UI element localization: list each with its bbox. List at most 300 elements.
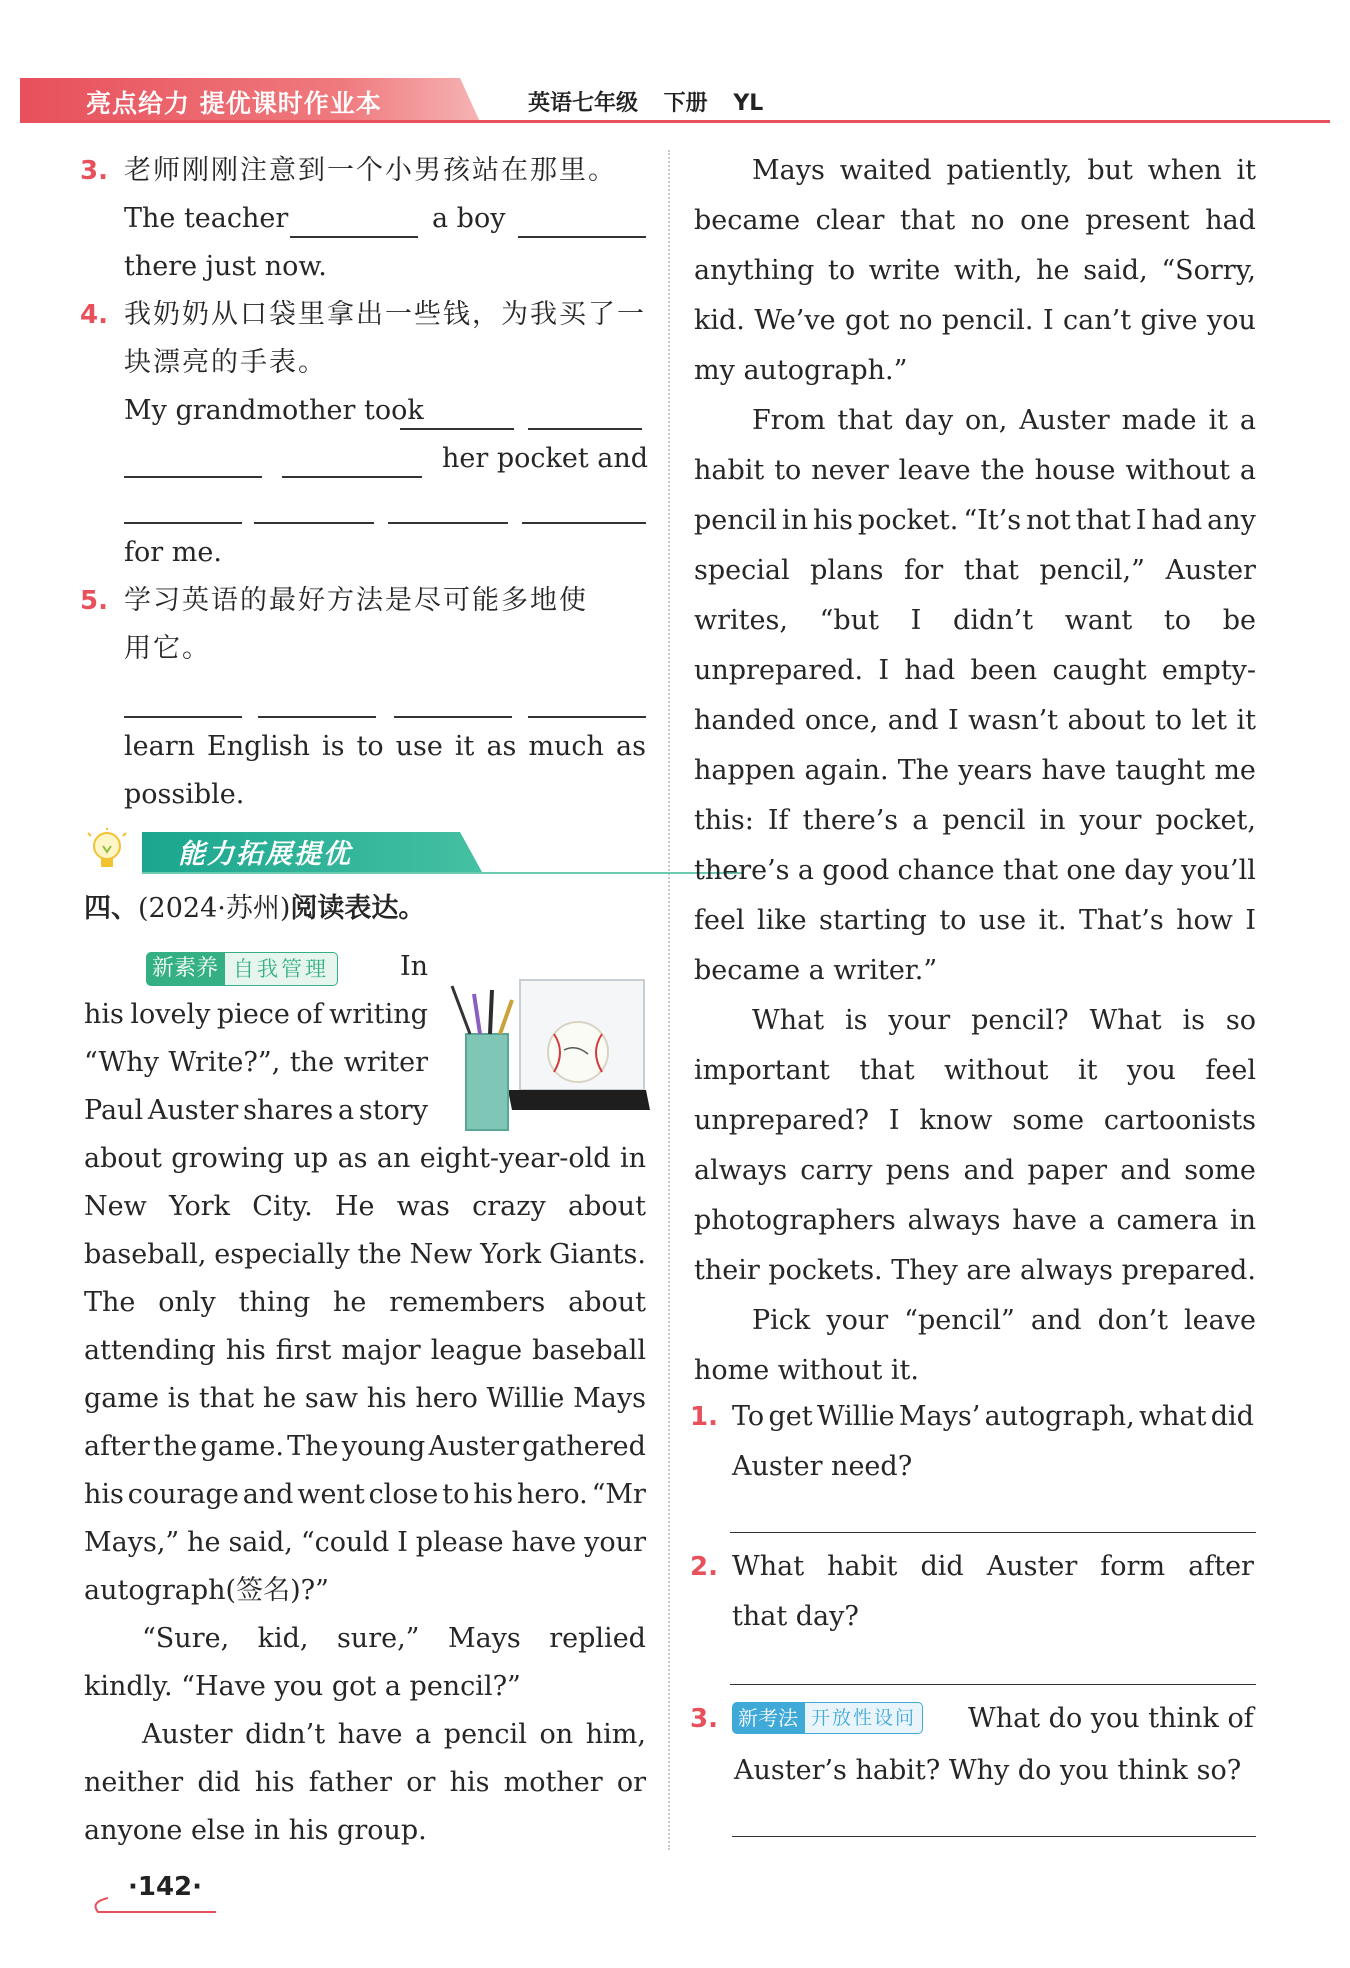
word: Auster [142,1719,233,1750]
word: up [293,1143,329,1174]
word: empty- [1161,655,1256,686]
rq1-line1 [732,1400,1254,1434]
word: habit [827,1551,898,1582]
word: “Sure, [142,1623,230,1654]
word: remembers [389,1287,546,1318]
word: City. [252,1191,313,1222]
q5-blank-1[interactable] [124,716,242,718]
word: had [904,655,956,686]
word: anything [694,255,815,286]
word: how [1176,905,1233,936]
section-number: 四、 [84,893,138,924]
word: photographers [694,1205,896,1236]
rq3-answer-line[interactable] [732,1836,1256,1837]
passage-line [694,1154,1256,1188]
passage-line [84,1094,428,1128]
word: The [84,1287,136,1318]
word: starting [819,905,927,936]
word: not [1026,505,1071,536]
word: it [1078,1055,1098,1086]
word: replied [549,1623,646,1654]
word: writing [329,999,428,1030]
word: write [868,255,941,286]
word: learn [124,731,196,762]
word: that [1075,505,1131,536]
word: about [84,1143,162,1174]
section-banner [84,828,654,874]
passage-line [142,1718,646,1752]
word: chance [897,855,995,886]
passage-line [142,1622,646,1656]
q4-blank-4[interactable] [282,476,422,478]
word: give [1140,305,1198,336]
word: to [774,455,802,486]
word: had [1151,505,1203,536]
word: always [907,1205,1001,1236]
word: years [958,755,1033,786]
word: writer [343,1047,428,1078]
word: day [904,405,954,436]
word: that [963,555,1019,586]
word: me [1214,755,1256,786]
word: present [1085,205,1190,236]
q5-number: 5. [80,586,108,616]
q3-blank-1[interactable] [290,236,418,238]
word: hero [415,1383,478,1414]
q4-blank-3[interactable] [124,476,262,478]
passage-line [84,1334,646,1368]
word: Auster [147,1095,239,1126]
word: have [1012,1205,1077,1236]
word: have [337,1719,403,1750]
word: courage [127,1479,239,1510]
word: and [1030,1305,1082,1336]
word: as [615,731,646,762]
method-tag-sub: 开放性设问 [804,1702,923,1734]
q3-blank-2[interactable] [518,236,646,238]
word: did [1210,1401,1254,1432]
q5-prompt-1: 学习英语的最好方法是尽可能多地使 [124,585,588,616]
word: If [767,805,789,836]
word: “could [300,1527,390,1558]
word: We’ve [754,305,836,336]
word: story [358,1095,428,1126]
word: To [732,1401,765,1432]
word: or [406,1767,436,1798]
word: feel [1205,1055,1256,1086]
lightbulb-icon [86,828,128,874]
word: have [511,1527,577,1558]
word: you’ll [1181,855,1256,886]
q3-line1-a: The teacher [124,203,289,234]
word: he [1036,255,1070,286]
q4-blank-5[interactable] [124,522,242,524]
passage-line [694,1354,919,1388]
word: pocket, [1155,805,1256,836]
q4-blank-8[interactable] [522,522,646,524]
word: his [449,1767,490,1798]
word: know [919,1105,993,1136]
word: is [844,1005,868,1036]
q4-blank-2[interactable] [528,428,642,430]
word: “Mr [591,1479,646,1510]
word: much [528,731,604,762]
word: pencil,” [1039,555,1145,586]
word: York [480,1239,542,1270]
word: I [1135,505,1147,536]
passage-line [694,604,1256,638]
word: form [1100,1551,1166,1582]
word: said, [228,1527,293,1558]
word: He [334,1191,375,1222]
passage-line [752,154,1256,188]
header-course: 英语七年级 下册 YL [528,91,764,116]
word: your [888,1005,951,1036]
word: some [1012,1105,1085,1136]
word: about [568,1287,646,1318]
word: pocket. [857,505,959,536]
word: no [898,305,933,336]
word: without [1125,455,1230,486]
passage-line [84,1286,646,1320]
word: to [356,731,384,762]
passage-line [84,1766,646,1800]
word: your [584,1527,646,1558]
word: didn’t [245,1719,326,1750]
word: unprepared? [694,1105,869,1136]
word: That’s [1078,905,1164,936]
word: his [254,1767,295,1798]
word: habit [694,455,765,486]
word: the [357,1239,402,1270]
rq1-line2: Auster need? [732,1451,913,1482]
word: baseball [532,1335,646,1366]
section-title [84,892,425,926]
passage-line [694,904,1256,938]
word: shares [243,1095,334,1126]
word: mother [503,1767,603,1798]
word: Auster [1165,555,1256,586]
word: gathered [522,1431,646,1462]
word: I [397,1527,408,1558]
rq2-line1 [732,1550,1254,1584]
word: sure,” [336,1623,420,1654]
passage-line [694,754,1256,788]
word: a [1239,405,1256,436]
word: be [1222,605,1256,636]
word: made [1121,405,1197,436]
method-tag [732,1702,923,1734]
skill-tag-sub: 自我管理 [224,952,338,986]
word: in [782,505,809,536]
word: in [619,1143,646,1174]
passage-line [84,1526,646,1560]
word: The [897,755,950,786]
word: plans [810,555,884,586]
word: his [813,505,853,536]
word: his [366,1383,407,1414]
word: once, [804,705,879,736]
word: you [1207,305,1256,336]
word: to [939,905,967,936]
word: “but [819,605,879,636]
word: in [1229,1205,1256,1236]
word: York [169,1191,231,1222]
word: your [1079,805,1142,836]
word: been [970,655,1038,686]
word: about [1067,705,1146,736]
word: important [694,1055,830,1086]
word: it [1208,405,1228,436]
passage-line [84,1190,646,1224]
rq1-answer-line[interactable] [730,1532,1256,1533]
word: “Sorry, [1161,255,1256,286]
word: have [1041,755,1107,786]
word: got [845,305,890,336]
word: so [1225,1005,1256,1036]
word: had [1205,205,1256,236]
q4-line2: her pocket and [442,443,649,474]
word: that [859,1055,915,1086]
rq1-number: 1. [690,1402,718,1432]
word: let [1191,705,1227,736]
word: game. [200,1431,284,1462]
word: any [1207,505,1256,536]
q5-line2 [124,730,646,764]
word: it. [1038,905,1067,936]
passage-line [694,654,1256,688]
passage-line [84,1670,521,1704]
word: father [308,1767,393,1798]
word: he [332,1287,367,1318]
word: this: [694,805,754,836]
word: that [900,205,956,236]
word: didn’t [953,605,1034,636]
word: Mays [752,155,825,186]
passage-line [84,998,428,1032]
skill-tag-main: 新素养 [146,952,224,986]
passage-line-text: anyone else in his group. [84,1815,427,1846]
passage-line [752,1304,1256,1338]
word: some [1184,1155,1256,1186]
word: Auster [1019,405,1110,436]
word: a [797,855,814,886]
word: for [904,555,944,586]
passage-line-text: their pockets. They are always prepared. [694,1255,1256,1286]
word: again. [804,755,889,786]
q3-line1-b: a boy [432,203,506,234]
word: Mays [573,1383,646,1414]
q5-line3: possible. [124,779,245,810]
word: English [207,731,310,762]
word: Mays [447,1623,521,1654]
word: became [694,205,801,236]
word: major [341,1335,421,1366]
q5-blank-3[interactable] [394,716,512,718]
word: good [822,855,890,886]
page-header [20,78,1330,122]
word: Auster [986,1551,1078,1582]
banner-title: 能力拓展提优 [178,839,352,870]
word: use [978,905,1027,936]
rq2-answer-line[interactable] [730,1684,1256,1685]
word: house [1034,455,1116,486]
passage-line [84,1430,646,1464]
word: your [826,1305,889,1336]
word: please [415,1527,504,1558]
passage-line [84,1574,329,1608]
word: kid, [257,1623,309,1654]
passage-line [84,1814,427,1848]
passage-line [694,554,1256,588]
q5-blank-2[interactable] [258,716,376,718]
word: to [1154,705,1182,736]
word: Auster [428,1431,519,1462]
word: is [1182,1005,1205,1036]
word: and [1120,1155,1172,1186]
word: to [442,1479,470,1510]
word: New [84,1191,147,1222]
word: taught [1115,755,1206,786]
word: first [275,1335,332,1366]
skill-tag [146,952,338,986]
passage-line [694,704,1256,738]
passage-line [84,1382,646,1416]
header-brand: 亮点给力 提优课时作业本 [86,89,382,118]
q4-blank-1[interactable] [400,428,514,430]
word: pens [885,1155,951,1186]
passage-line [694,1204,1256,1238]
word: clear [815,205,885,236]
word: game [84,1383,159,1414]
word: and [887,705,939,736]
word: “pencil” [904,1305,1015,1336]
passage-line-text: home without it. [694,1355,919,1386]
word: I [910,605,922,636]
word: about [568,1191,646,1222]
rq2-number: 2. [690,1552,718,1582]
word: and [242,1479,294,1510]
word: What [1089,1005,1162,1036]
word: get [768,1401,813,1432]
word: his [225,1335,266,1366]
word: he [262,1383,297,1414]
word: in [1039,805,1066,836]
passage-line-text: In [400,951,429,982]
passage-line [84,1142,646,1176]
word: a [1239,455,1256,486]
word: I [878,655,890,686]
word: Willie [816,1401,895,1432]
passage-line-text: my autograph.” [694,355,908,386]
word: to [1163,605,1192,636]
q3-line2: there just now. [124,251,327,282]
word: that [1002,855,1059,886]
word: close [368,1479,439,1510]
passage-line [694,1104,1256,1138]
word: and [963,1155,1015,1186]
word: there’s [694,855,790,886]
passage-line [694,1254,1256,1288]
word: Mays,” [84,1527,180,1558]
banner-rule [142,872,742,874]
q4-prompt-1: 我奶奶从口袋里拿出一些钱，为我买了一 [124,299,646,330]
word: piece [216,999,290,1030]
word: only [158,1287,216,1318]
word: went [297,1479,365,1510]
passage-line [752,1004,1256,1038]
word: the [153,1431,198,1462]
word: wasn’t [968,705,1059,736]
passage-line [694,954,937,988]
word: but [1087,155,1133,186]
word: it [454,731,475,762]
word: his [473,1479,514,1510]
word: can’t [1063,305,1132,336]
word: that [837,405,893,436]
word: Paul [84,1095,144,1126]
word: or [616,1767,646,1798]
word: an [376,1143,411,1174]
passage-line [84,1046,428,1080]
word: writes, [694,605,788,636]
column-divider [668,150,670,1850]
passage-line-text: autograph(签名)?” [84,1575,329,1606]
word: autograph, [984,1401,1135,1432]
q5-blank-4[interactable] [528,716,646,718]
word: is [321,731,345,762]
word: a [1088,1205,1105,1236]
q4-blank-6[interactable] [254,522,374,524]
q4-prompt-2: 块漂亮的手表。 [124,347,327,378]
q4-number: 4. [80,300,108,330]
word: unprepared. [694,655,864,686]
word: league [430,1335,523,1366]
word: happen [694,755,796,786]
word: the [980,455,1025,486]
word: as [486,731,517,762]
word: don’t [1097,1305,1168,1336]
q4-blank-7[interactable] [388,522,508,524]
word: with, [953,255,1023,286]
passage-line [694,204,1256,238]
rq2-line2: that day? [732,1601,859,1632]
passage-line-text: kindly. “Have you got a pencil?” [84,1671,521,1702]
word: pencil [443,1719,527,1750]
word: use [395,731,443,762]
word: did [197,1767,241,1798]
word: pencil [942,805,1026,836]
q5-prompt-2: 用它。 [124,633,211,664]
word: I [947,705,959,736]
word: crazy [472,1191,546,1222]
word: I [1042,305,1054,336]
word: him, [585,1719,646,1750]
word: on, [965,405,1008,436]
section-type: 阅读表达。 [290,893,426,924]
rq3-line2: Auster’s habit? Why do you think so? [734,1755,1242,1786]
q4-line4: for me. [124,537,222,568]
word: of [296,999,323,1030]
passage-line [694,504,1256,538]
word: hero. [517,1479,588,1510]
passage-line [694,304,1256,338]
word: there’s [802,805,899,836]
rq3-number: 3. [690,1704,718,1734]
q3-prompt: 老师刚刚注意到一个小男孩站在那里。 [124,155,617,186]
word: waited [839,155,932,186]
word: Write?”, [168,1047,281,1078]
